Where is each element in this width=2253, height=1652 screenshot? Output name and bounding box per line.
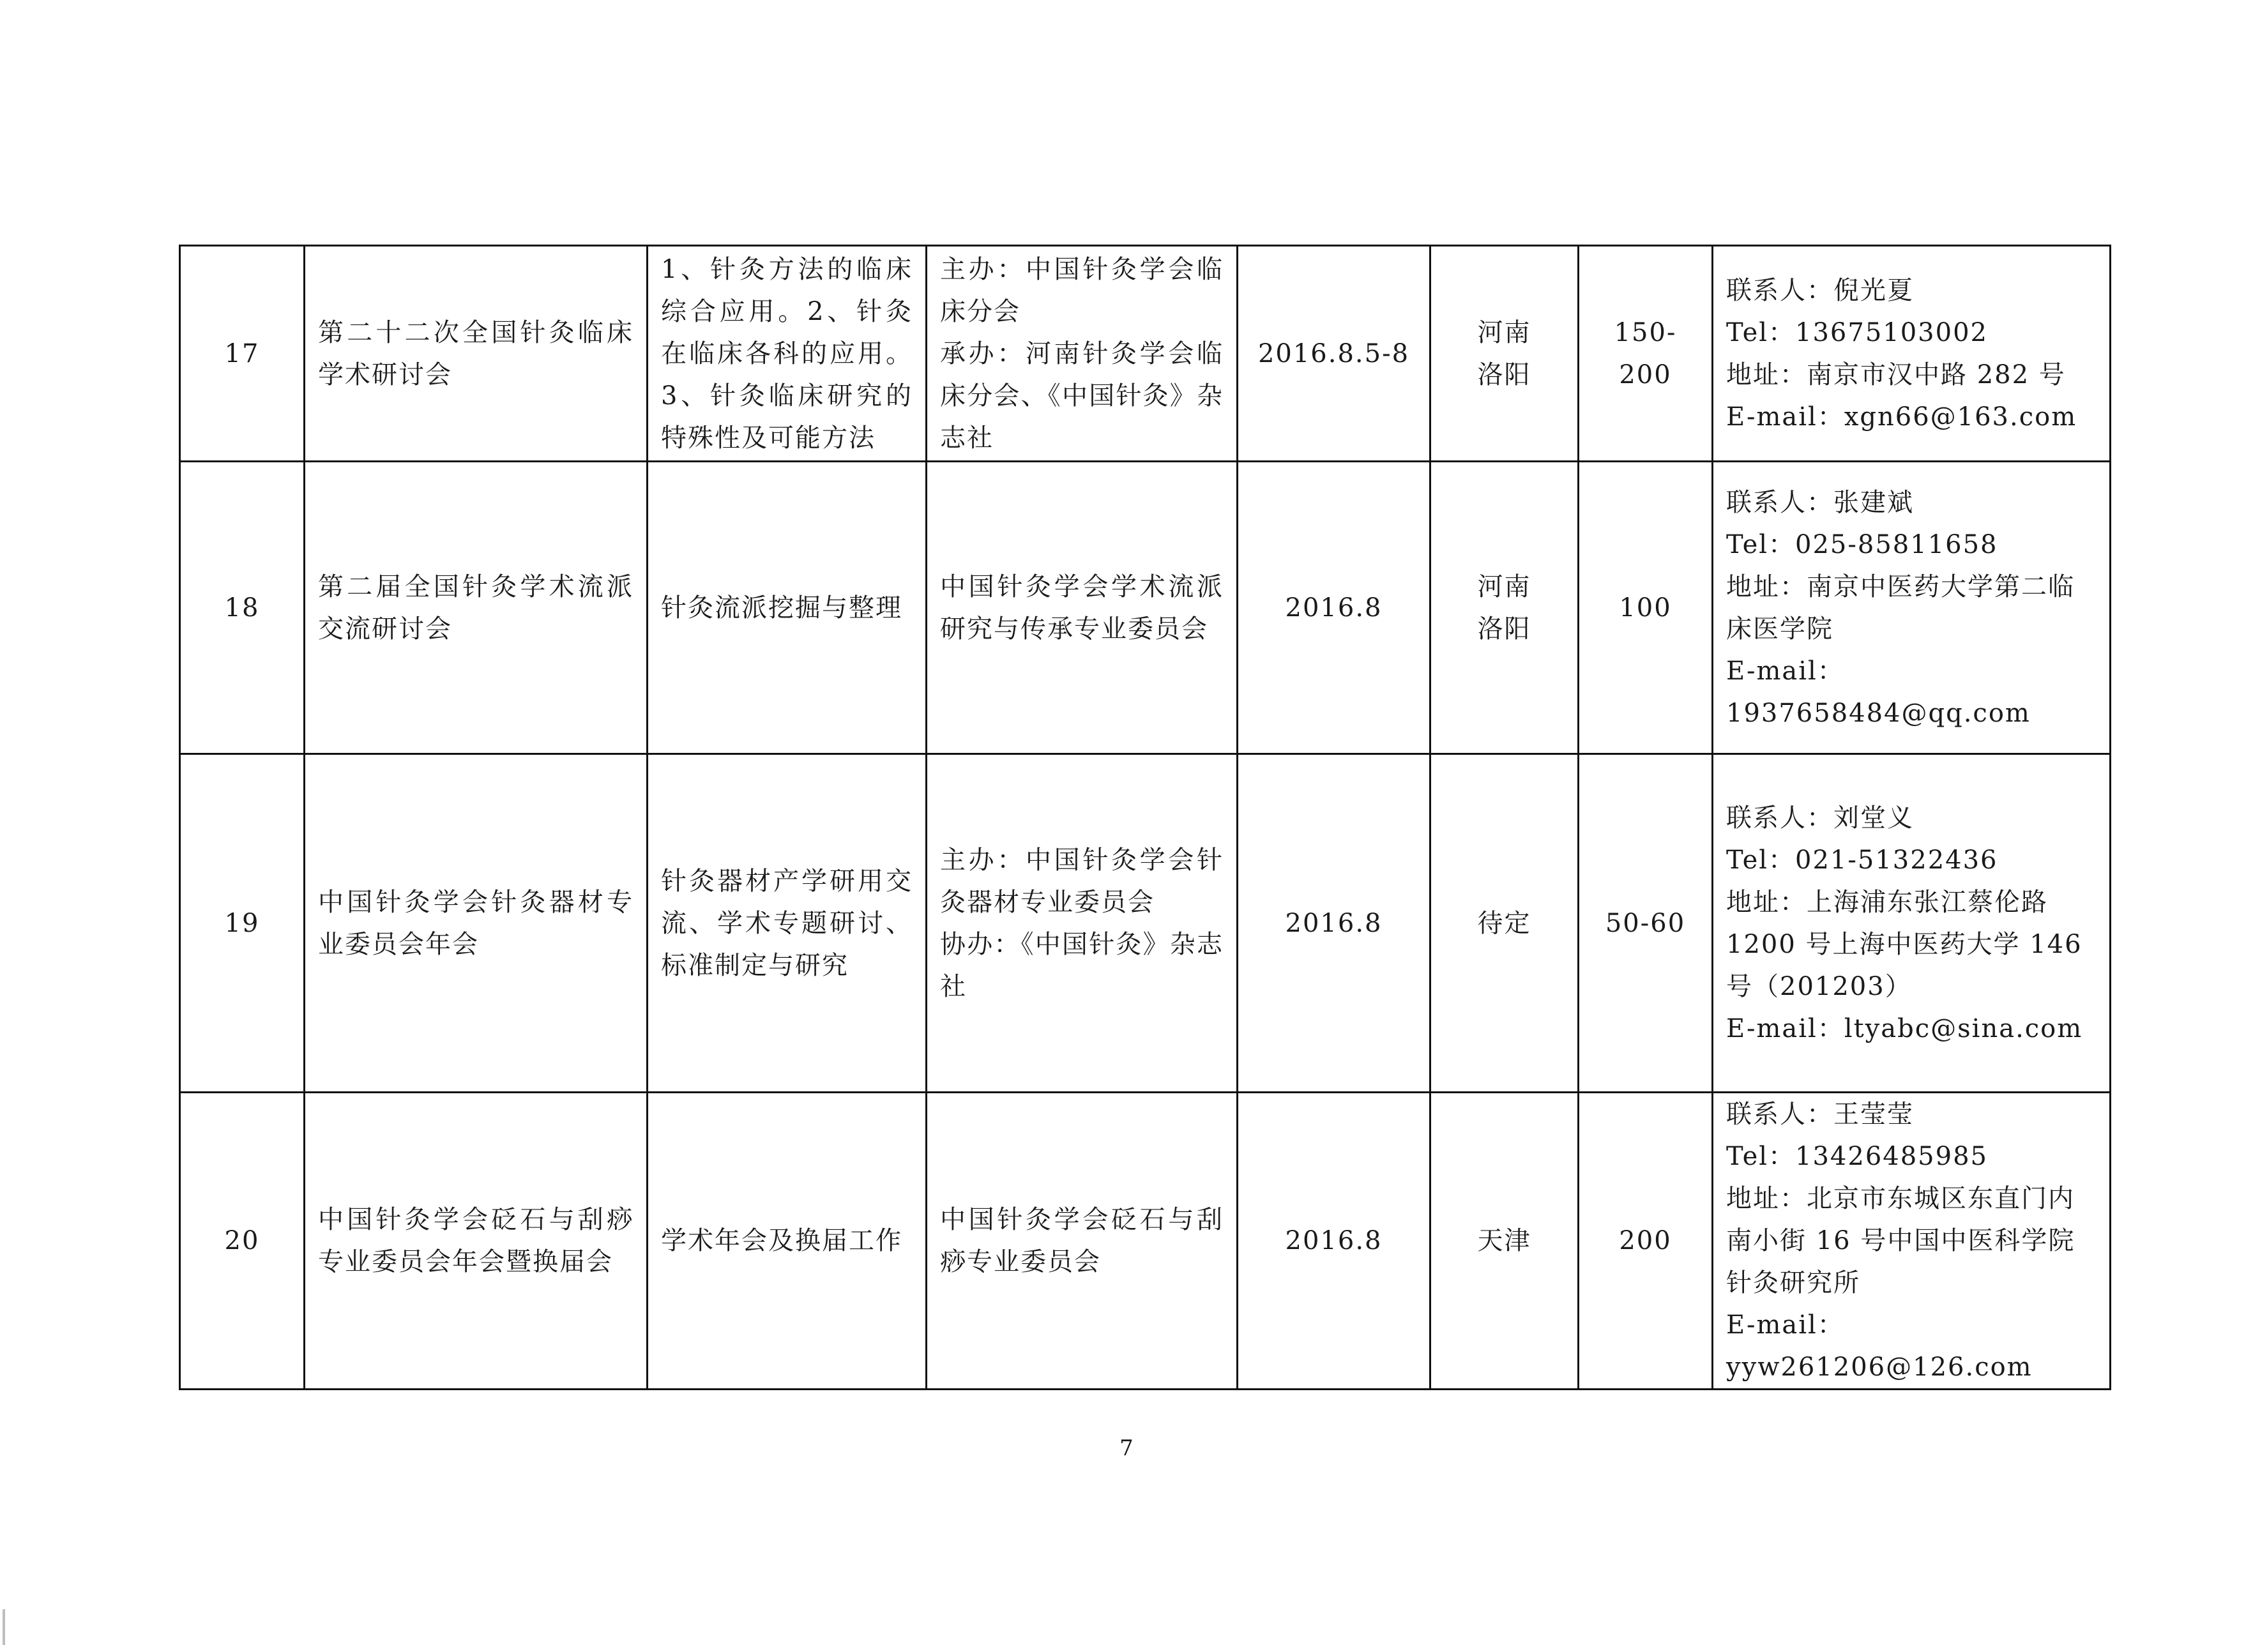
table-row <box>180 246 2111 462</box>
contact-info-line: Tel：13426485985 <box>1726 1142 1988 1171</box>
meeting-place <box>1430 462 1579 754</box>
meeting-place: 天津 <box>1430 1093 1579 1390</box>
attendee-count: 50-60 <box>1579 754 1713 1093</box>
row-number: 17 <box>180 246 305 462</box>
scan-edge-mark <box>3 1609 5 1645</box>
meeting-name: 第二十二次全国针灸临床学术研讨会 <box>305 246 648 462</box>
contact-info-line: 联系人：王莹莹 <box>1726 1100 1914 1129</box>
contact-info-line: Tel：13675103002 <box>1726 317 1988 347</box>
table-row <box>180 754 2111 1093</box>
contact-info <box>1713 246 2111 462</box>
contact-info <box>1713 462 2111 754</box>
meeting-date: 2016.8 <box>1238 1093 1430 1390</box>
attendee-count: 150-200 <box>1579 246 1713 462</box>
contact-info-line: E-mail：ltyabc@sina.com <box>1726 1013 2083 1043</box>
contact-info-line: Tel：021-51322436 <box>1726 845 1998 875</box>
contact-info <box>1713 754 2111 1093</box>
contact-info-line: 联系人：刘堂义 <box>1726 803 1914 833</box>
contact-info-line: 地址：北京市东城区东直门内南小街 16 号中国中医科学院针灸研究所 <box>1726 1184 2075 1298</box>
meeting-content-line: 学术年会及换届工作 <box>661 1226 902 1255</box>
organizer-line: 承办：河南针灸学会临床分会、《中国针灸》杂志社 <box>940 338 1224 453</box>
attendee-count: 200 <box>1579 1093 1713 1390</box>
row-number: 19 <box>180 754 305 1093</box>
meeting-place <box>1430 246 1579 462</box>
meeting-name: 中国针灸学会砭石与刮痧专业委员会年会暨换届会 <box>305 1093 648 1390</box>
meeting-content-line: 针灸流派挖掘与整理 <box>661 593 902 623</box>
organizer-line: 中国针灸学会学术流派研究与传承专业委员会 <box>940 572 1224 644</box>
contact-info-line: E-mail：xgn66@163.com <box>1726 402 2077 432</box>
meeting-place: 待定 <box>1430 754 1579 1093</box>
meeting-name: 第二届全国针灸学术流派交流研讨会 <box>305 462 648 754</box>
meeting-content <box>648 246 927 462</box>
organizer-line: 中国针灸学会砭石与刮痧专业委员会 <box>940 1205 1224 1277</box>
organizer-line: 主办：中国针灸学会针灸器材专业委员会 <box>940 845 1224 917</box>
meeting-content-line: 1、针灸方法的临床综合应用。2、针灸在临床各科的应用。3、针灸临床研究的特殊性及可能方法 <box>661 254 913 453</box>
meeting-content <box>648 462 927 754</box>
meeting-date: 2016.8 <box>1238 462 1430 754</box>
contact-info-line: E-mail：1937658484@qq.com <box>1726 656 2031 728</box>
row-number: 20 <box>180 1093 305 1390</box>
contact-info-line: 联系人：倪光夏 <box>1726 275 1914 305</box>
place-line: 洛阳 <box>1477 614 1531 644</box>
contact-info <box>1713 1093 2111 1390</box>
place-line: 河南 <box>1477 572 1531 602</box>
organizer <box>927 246 1238 462</box>
organizer <box>927 1093 1238 1390</box>
conference-schedule-table <box>179 245 2111 1390</box>
contact-info-line: Tel：025-85811658 <box>1726 529 1998 559</box>
contact-info-line: 地址：上海浦东张江蔡伦路 1200 号上海中医药大学 146 号（201203） <box>1726 887 2082 1001</box>
meeting-content <box>648 1093 927 1390</box>
organizer <box>927 754 1238 1093</box>
meeting-date: 2016.8.5-8 <box>1238 246 1430 462</box>
place-line: 洛阳 <box>1477 360 1531 390</box>
contact-info-line: 地址：南京中医药大学第二临床医学院 <box>1726 572 2075 644</box>
table-row <box>180 462 2111 754</box>
contact-info-line: 联系人：张建斌 <box>1726 487 1914 517</box>
organizer-line: 主办：中国针灸学会临床分会 <box>940 254 1224 326</box>
meeting-content-line: 针灸器材产学研用交流、学术专题研讨、标准制定与研究 <box>661 866 913 980</box>
meeting-date: 2016.8 <box>1238 754 1430 1093</box>
meeting-content <box>648 754 927 1093</box>
contact-info-line: 地址：南京市汉中路 282 号 <box>1726 360 2066 390</box>
organizer-line: 协办：《中国针灸》杂志社 <box>940 929 1224 1001</box>
table-row <box>180 1093 2111 1390</box>
organizer <box>927 462 1238 754</box>
attendee-count: 100 <box>1579 462 1713 754</box>
contact-info-line: E-mail：yyw261206@126.com <box>1726 1310 2033 1382</box>
page-number: 7 <box>1119 1436 1134 1461</box>
place-line: 河南 <box>1477 317 1531 347</box>
meeting-name: 中国针灸学会针灸器材专业委员会年会 <box>305 754 648 1093</box>
row-number: 18 <box>180 462 305 754</box>
